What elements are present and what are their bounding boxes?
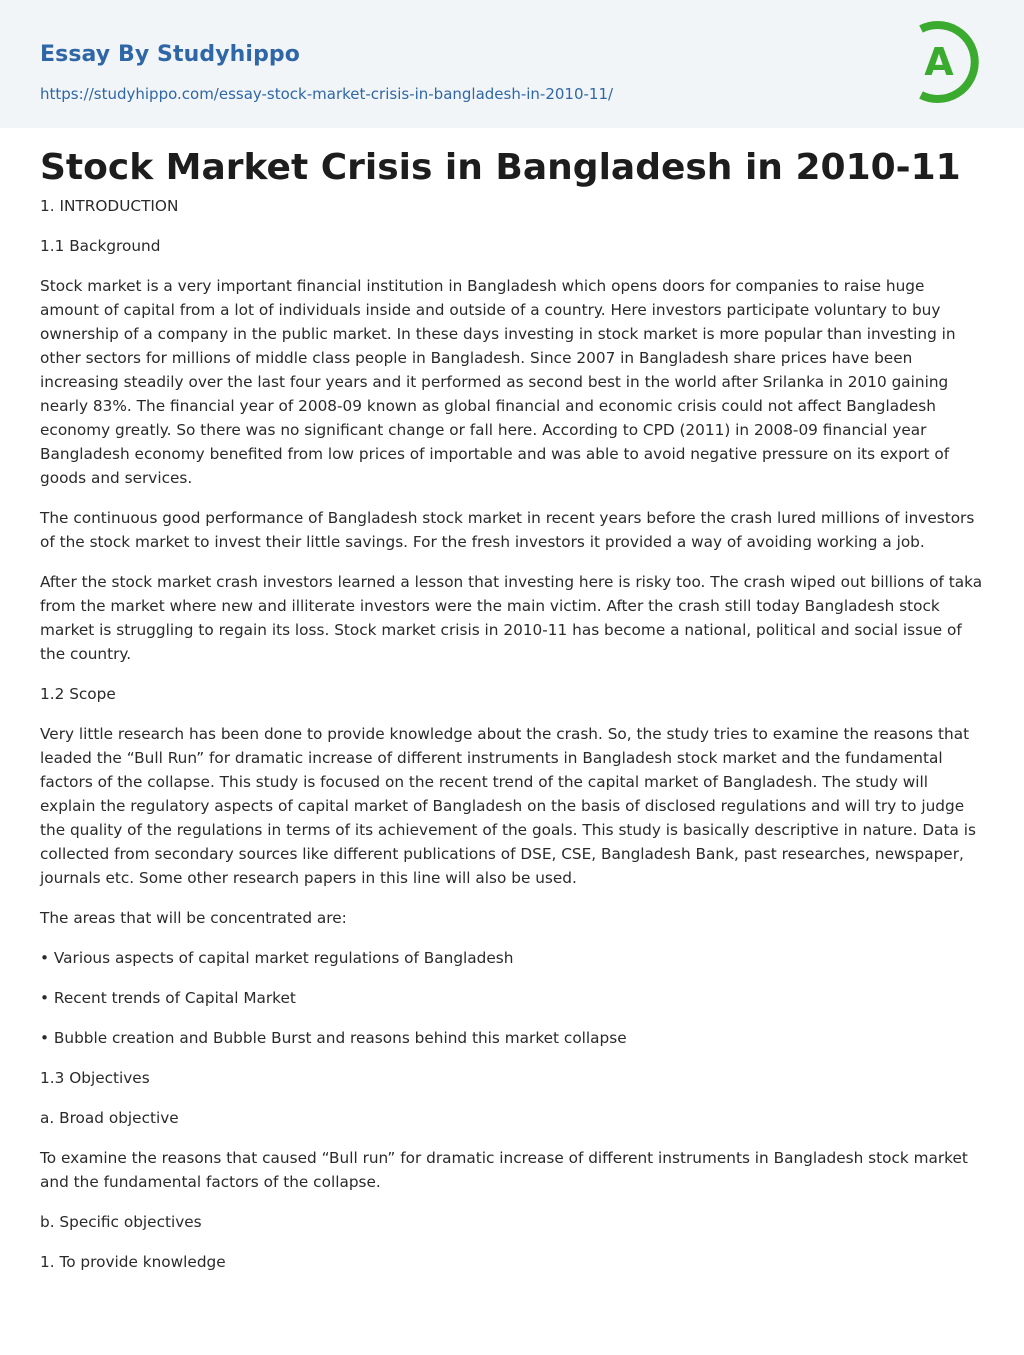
- studyhippo-logo-icon[interactable]: [910, 18, 990, 108]
- paragraph: The continuous good performance of Bangladesh stock market in recent years before the crash lured millions of investors of the stock market to invest their little savings. For the fresh investors it provided a way of avoiding working a job.: [40, 509, 975, 551]
- paragraph: To examine the reasons that caused “Bull run” for dramatic increase of different instruments in Bangladesh stock market and the fundamental factors of the collapse.: [40, 1149, 968, 1191]
- essay-content: [40, 144, 988, 1290]
- paragraph: Very little research has been done to provide knowledge about the crash. So, the study tries to examine the reasons that leaded the “Bull Run” for dramatic increase of different instruments in Bangladesh stock market and the fundamental factors of the collapse. This study is focused on the recent trend of the capital market of Bangladesh. The study will explain the regulatory aspects of capital market of Bangladesh on the basis of disclosed regulations and will try to judge the quality of the regulations in terms of its achievement of the goals. This study is basically descriptive in nature. Data is collected from secondary sources like different publications of DSE, CSE, Bangladesh Bank, past researches, newspaper, journals etc. Some other research papers in this line will also be used.: [40, 725, 976, 887]
- bullet-item: • Bubble creation and Bubble Burst and reasons behind this market collapse: [40, 1029, 627, 1047]
- numbered-item: 1. To provide knowledge: [40, 1253, 226, 1271]
- bullet-item: • Various aspects of capital market regulations of Bangladesh: [40, 949, 514, 967]
- objective-heading-specific: b. Specific objectives: [40, 1213, 202, 1231]
- subsection-heading-objectives: 1.3 Objectives: [40, 1069, 150, 1087]
- paragraph: Stock market is a very important financial institution in Bangladesh which opens doors for companies to raise huge amount of capital from a lot of individuals inside and outside of a country. Here investors participate voluntary to buy ownership of a company in the public market. In these days investing in stock market is more popular than investing in other sectors for millions of middle class people in Bangladesh. Since 2007 in Bangladesh share prices have been increasing steadily over the last four years and it performed as second best in the world after Srilanka in 2010 gaining nearly 83%. The financial year of 2008-09 known as global financial and economic crisis could not affect Bangladesh economy greatly. So there was no significant change or fall here. According to CPD (2011) in 2008-09 financial year Bangladesh economy benefited from low prices of importable and was able to avoid negative pressure on its export of goods and services.: [40, 277, 956, 487]
- page-title: Stock Market Crisis in Bangladesh in 2010-11: [40, 147, 961, 188]
- objective-heading-broad: a. Broad objective: [40, 1109, 179, 1127]
- essay-url-link[interactable]: https://studyhippo.com/essay-stock-market-crisis-in-bangladesh-in-2010-11/: [40, 85, 614, 103]
- paragraph: The areas that will be concentrated are:: [40, 909, 347, 927]
- brand-title[interactable]: Essay By Studyhippo: [40, 42, 300, 67]
- subsection-heading-background: 1.1 Background: [40, 237, 161, 255]
- bullet-item: • Recent trends of Capital Market: [40, 989, 296, 1007]
- section-heading-introduction: 1. INTRODUCTION: [40, 197, 179, 215]
- paragraph: After the stock market crash investors learned a lesson that investing here is risky too. The crash wiped out billions of taka from the market where new and illiterate investors were the main victim. After the crash still today Bangladesh stock market is struggling to regain its loss. Stock market crisis in 2010-11 has become a national, political and social issue of the country.: [40, 573, 983, 663]
- subsection-heading-scope: 1.2 Scope: [40, 685, 116, 703]
- logo-letter: A: [924, 40, 954, 84]
- site-header: [0, 0, 1024, 128]
